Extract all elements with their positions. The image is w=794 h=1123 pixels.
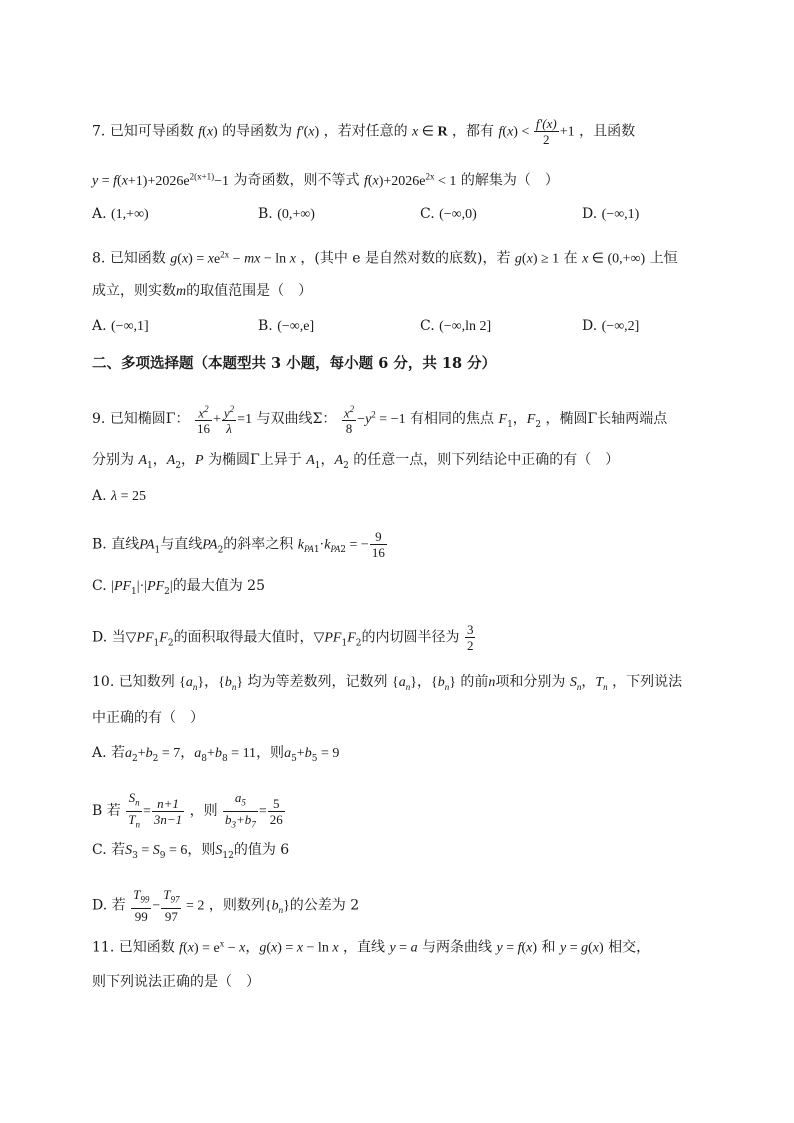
q9-number: 9. (92, 411, 106, 428)
q8-option-d[interactable]: D. (−∞,2] (582, 318, 640, 334)
q10-line2: 中正确的有（ ） (92, 710, 204, 726)
q8-option-b[interactable]: B. (−∞,e] (258, 318, 315, 334)
q9-line2: 分别为 $A_1$，$A_2$，P 为椭圆Γ上异于 $A_1$，$A_2$ 的任意一点，则下列结论中正确的有（ ） (92, 452, 620, 471)
q9-option-b[interactable]: B. 直线$PA_1$与直线$PA_2$的斜率之积 $k_{PA1}\cdot k_{PA2}$ = − $\frac{9}{16}$ (92, 529, 385, 560)
q7-inequality: f (498, 124, 503, 140)
q7-option-d[interactable]: D. (−∞,1) (582, 206, 640, 222)
q11-line2: 则下列说法正确的是（ ） (92, 974, 260, 990)
q10-option-d[interactable]: D. 若 $\frac{T_{99}}{99}$ − $\frac{T_{97}}{97}$ = 2 ，则数列$\{b_n\}$的公差为 2 (92, 887, 360, 924)
q9-option-c[interactable]: C. $|PF_1|\cdot|PF_2|$的最大值为 25 (92, 578, 265, 597)
q9-option-d[interactable]: D. 当$▽PF_1F_2$的面积取得最大值时，$▽PF_1F_2$的内切圆半径为 $\frac{3}{2}$ (92, 622, 474, 653)
q7-option-c[interactable]: C. (−∞,0) (420, 206, 477, 222)
q10-line1: 10. 已知数列 $\{a_n\}$，$\{b_n\}$ 均为等差数列，记数列 $\{a_n\}$，$\{b_n\}$ 的前n项和分别为 $S_n$，$T_n$ ，下列说法 (92, 674, 683, 692)
q8-options (92, 318, 732, 338)
q11-line1: 11. 已知函数 $f(x) = e^x - x$，g(x) = x − ln x ，直线 y = a 与两条曲线 y = f(x) 和 y = g(x) 相交， (92, 938, 651, 956)
section-heading: 二、多项选择题（本题型共 3 小题，每小题 6 分，共 18 分） (92, 355, 497, 372)
q8-line1: 8. 已知函数 $g(x) = xe^{2x}$ − mx − ln x ，(其中 e 是自然对数的底数)，若 g(x) ≥ 1 在 x ∈ (0,+∞) 上恒 (92, 249, 678, 267)
q10-number: 10. (92, 674, 115, 690)
q9-option-a[interactable]: A. λ = 25 (92, 488, 146, 504)
q7-option-a[interactable]: A. (1,+∞) (92, 206, 149, 222)
q7-fraction: $\frac{f'(x)}{2}$ (535, 116, 557, 147)
q9-line1: 9. 已知椭圆Γ： $\frac{x^2}{16}$ + $\frac{y^2}{\lambda}$ =1 与双曲线Σ： $\frac{x^2}{8}$ $-y^2 = -1$ 有相同的焦点 $F_1$，$F_2$ ，椭圆Γ长轴两端点 (92, 404, 668, 437)
q7-number: 7. (92, 123, 106, 140)
q11-number: 11. (92, 939, 115, 956)
q8-option-a[interactable]: A. (−∞,1] (92, 318, 149, 334)
q8-option-c[interactable]: C. (−∞,ln 2] (420, 318, 492, 334)
q7-line2: $y = f(x+1)+2026e^{2(x+1)}-1$ 为奇函数，则不等式 $f(x)+2026e^{2x} < 1$ 的解集为（ ） (92, 171, 559, 189)
q8-number: 8. (92, 250, 106, 267)
q7-line1: 7. 已知可导函数 f(x) 的导函数为 f′(x) ，若对任意的 x ∈ R ，都有 f(x) < $\frac{f'(x)}{2}$ +1 ，且函数 (92, 116, 636, 147)
q10-option-b[interactable]: B 若 $\frac{S_n}{T_n}$ = $\frac{n+1}{3n-1}$ ，则 $\frac{a_5}{b_3+b_7}$ = $\frac{5}{26}$ (92, 790, 286, 832)
q10-option-a[interactable]: A. 若$a_2+b_2 = 7$，$a_8+b_8 = 11$，则$a_5+b_5 = 9$ (92, 745, 340, 764)
q7-options (92, 206, 732, 226)
q7-option-b[interactable]: B. (0,+∞) (258, 206, 315, 222)
q8-line2: 成立，则实数m的取值范围是（ ） (92, 283, 313, 299)
q10-option-c[interactable]: C. 若$S_3 = S_9 = 6$，则$S_{12}$的值为 6 (92, 842, 290, 861)
q7-formula-fx: f (198, 124, 203, 140)
